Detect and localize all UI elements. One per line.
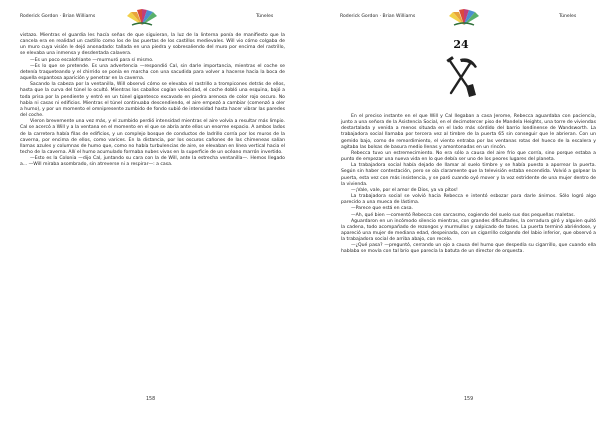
crossed-pickaxe-and-shovel-icon [442, 55, 478, 99]
running-header-author: Roderick Gordon · Brian Williams [20, 14, 96, 19]
paragraph: La trabajadora social había dejado de llamar al suelo timbre y se había puesto a aporrear la puerta. Según sin haber contestación, pero se oía claramente que la televisión estaba encendida. Volvió a golpear la puerta, esta vez con más insistencia, y se paró cuando oyó mover y la voz estridente de una mujer dentro de la vivienda. [341, 163, 596, 187]
paragraph: —¿Qué pasa? —preguntó, cerrando un ojo a causa del humo que despedía su cigarrillo, que cuando ella hablaba se movía con tal brío que parecía la batuta de un director de orquesta. [341, 243, 596, 255]
paragraph: —Parece que está en casa. [351, 206, 414, 212]
publisher-logo-icon [121, 6, 163, 28]
chapter-body-text [341, 114, 596, 256]
page-number: 158 [146, 397, 156, 402]
running-header-title: Túneles [559, 14, 577, 19]
right-page [300, 0, 600, 424]
paragraph: La trabajadora social se volvió hacia Rebecca e intentó esbozar para darle ánimos. Sólo logró algo parecido a una mueca de lástima. [341, 194, 596, 206]
paragraph: —¡Vale, vale, por el amor de Dios, ya va pitos! [351, 187, 458, 193]
paragraph: —Ah, qué bien —comentó Rebecca con sarcasmo, cogiendo del suelo sus dos pequeñas maletas. [351, 212, 575, 218]
running-header-author: Roderick Gordon · Brian Williams [340, 14, 416, 19]
page-number: 159 [464, 397, 474, 402]
running-header-title: Túneles [256, 14, 274, 19]
paragraph: Rebecca tuvo un estremecimiento. No era sólo a causa del aire frío que corría, sino porque estaba a punto de empezar una nueva vida en lo que debía ser uno de los peores lugares del planeta. [341, 150, 596, 163]
paragraph: Vieron brevemente una vez más, y el zumbido perdió intensidad mientras el aire volvía a resultar más limpio. Cal se acercó a Will y a la ventana en el momento en el que se abría ante ellos un enorme espacio. A ambos lados de la carretera había filas de edificios, y un complejo bosque de conductos de ladrillo corría por los muros de la caverna, por encima de ellos, como varices. En la distancia, por los oscuros cañones de las chimeneas salían llamas azules y columnas de humo que, como no había turbulencias de aire, se elevaban en línea vertical hacia el techo de la caverna. Allí el humo acumulado formaba nubes vivas en la superficie de un océano marrón invertido. [20, 119, 285, 155]
chapter-number: 24 [453, 38, 469, 51]
paragraph: —Esto es la Colonia —dijo Cal, juntando su cara con la de Will, ante la estrecha ventanilla—. Hemos llegado a... —Will miraba asombrado, sin atreverse ni a respirar—: a casa. [20, 156, 285, 168]
paragraph: Sacando la cabeza por la ventanilla, Will observó cómo se elevaba el rastrillo a trompicones detrás de ellos, hasta que la curva del túnel lo ocultó. Mientras los caballos cogían velocidad, el coche dobló una esquina, bajó a toda prisa por la pendiente y entró en un túnel gigantesco excavado en piedra arenosa de color rojo oscuro. No había ni casas ni edificios. Mientras el túnel continuaba descendiendo, el aire empezó a cambiar (comenzó a oler a humo), y por un momento el omnipresente zumbido de fondo subió de intensidad hasta hacer vibrar las paredes del coche. [20, 82, 285, 119]
paragraph: —Es lo que se pretende. Es una advertencia —respondió Cal, sin darle importancia, mientras el coche se detenía traqueteando y el chirrido se ponía en marcha con una sacudida para volver a hacerse hacia la boca de aquella espantosa aparición y penetrar en la caverna. [20, 63, 285, 82]
publisher-logo-icon [443, 6, 485, 28]
chapter-body-text [20, 33, 285, 168]
paragraph: vistazo. Mientras el guardia les hacía señas de que siguieran, la luz de la linterna ponía de manifiesto que la cancela era en realidad un castillo como los de las puertas de los castillos medievales. Will vio cómo colgaba de un muro cuya visión le dejó anonadado: tallada en una piedra y sobresaliendo del muro por encima del rastrillo, se elevaba una inmensa y desdentada calavera. [20, 33, 285, 57]
paragraph: En el preciso instante en el que Will y Cal llegaban a casa Jerome, Rebecca aguardaba con paciencia, junto a una señora de la Asistencia Social, en el decimotercer piso de Mandela Heights, una torre de viviendas destartalada y venida a menos situada en el lado más sórdido del barrio londinense de Wandsworth. La trabajadora social llamaba por tercera vez al timbre de la puerta 65 sin conseguir que le abrieran. Con un gemido bajo, como de remordimiento, el viento entraba por las ventanas rotas del hueco de la escalera y agitaba las bolsas de basura medio llenas y amontonadas en un rincón. [341, 114, 596, 150]
paragraph: —Es un poco escalofriante —murmuró para sí mismo. [30, 57, 154, 63]
paragraph: Aguardaron en un incómodo silencio mientras, con grandes dificultades, la cerradura giró y alguien quitó la cadena, todo acompañado de rezongos y murmullos y salpicado de toses. La puerta terminó abriéndose, y apareció una mujer de mediana edad, despeinada, con un cigarrillo colgando del labio inferior, que observó a la trabajadora social de arriba abajo, con recelo. [341, 218, 596, 243]
